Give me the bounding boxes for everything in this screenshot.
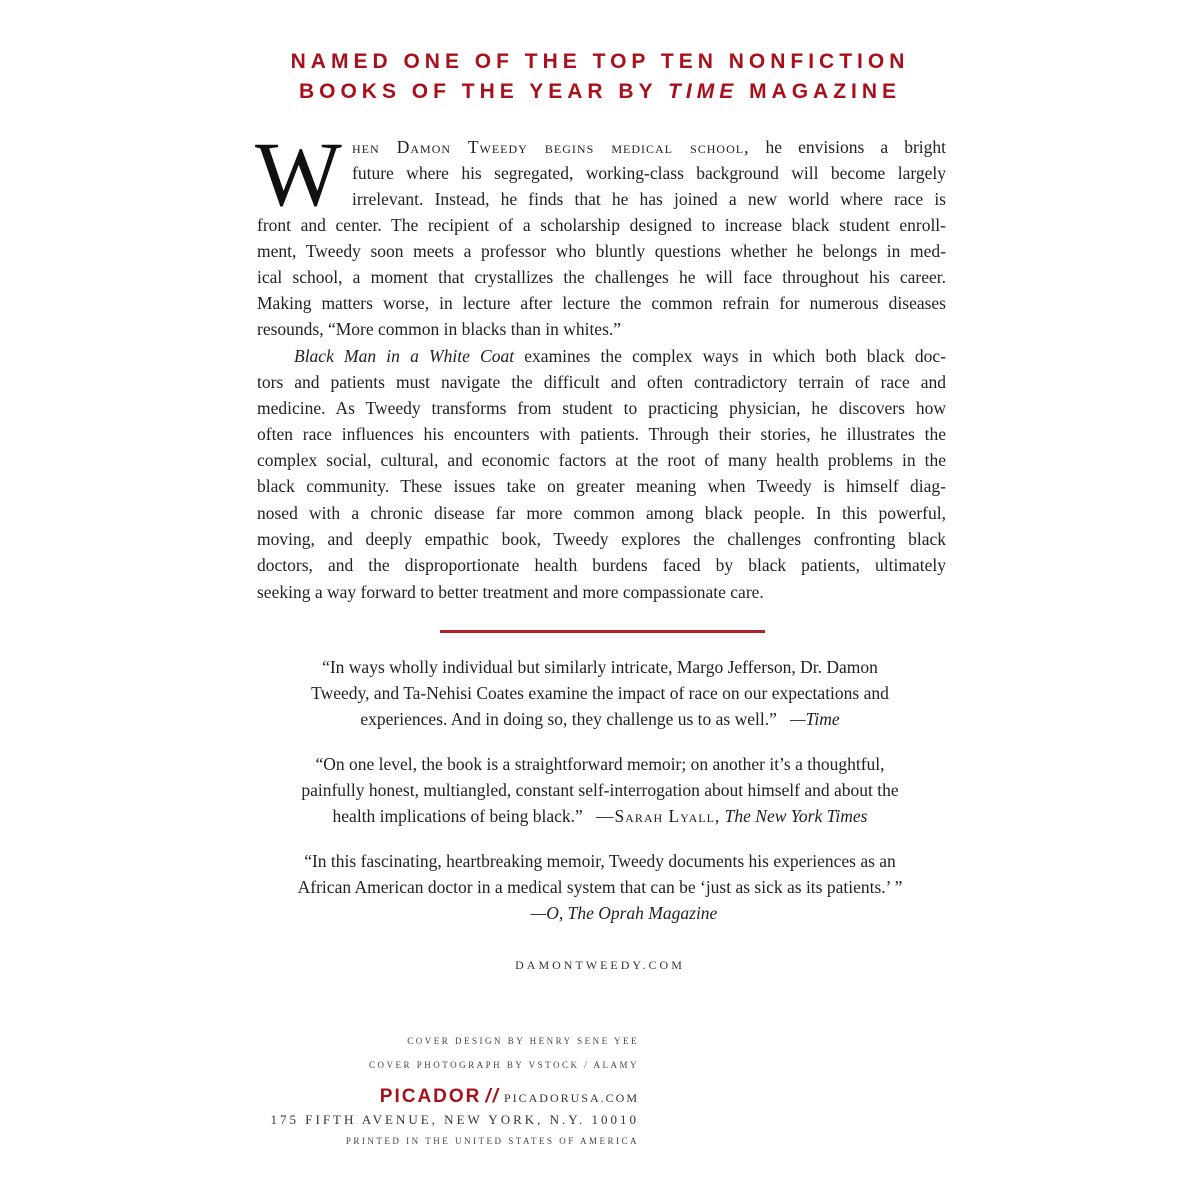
description-text: examines the complex ways in which both black doc- — [514, 346, 946, 366]
quote-source-text: —O, The Oprah Magazine — [530, 903, 718, 923]
quote-source: The New York Times — [724, 806, 868, 826]
description-line — [294, 343, 946, 369]
quote-line: “In ways wholly individual but similarly intricate, Margo Jefferson, Dr. Damon — [322, 657, 878, 677]
description-line: tors and patients must navigate the difficult and often contradictory terrain of race and — [257, 372, 946, 392]
quote-line: painfully honest, multiangled, constant self-interrogation about himself and about the — [301, 780, 899, 800]
publisher-address: 175 FIFTH AVENUE, NEW YORK, N.Y. 10010 — [270, 1112, 639, 1127]
headline-magazine: MAGAZINE — [749, 80, 902, 103]
description-line: ment, Tweedy soon meets a professor who bluntly questions whether he belongs in med- — [257, 241, 946, 261]
description-line: moving, and deeply empathic book, Tweedy explores the challenges confronting black — [257, 529, 946, 549]
description-line — [352, 134, 946, 160]
description-line: doctors, and the disproportionate health burdens faced by black patients, ultimately — [257, 555, 946, 575]
book-title: Black Man in a White Coat — [294, 346, 515, 366]
quote-line: “In this fascinating, heartbreaking memoir, Tweedy documents his experiences as an — [304, 851, 896, 871]
quote-author: —Sarah Lyall, — [595, 806, 721, 826]
publisher-logo: PICADOR — [379, 1086, 482, 1107]
headline-line-1: NAMED ONE OF THE TOP TEN NONFICTION — [290, 50, 910, 73]
description-line: irrelevant. Instead, he finds that he has joined a new world where race is — [352, 189, 946, 209]
lead-in-smallcaps: hen Damon Tweedy begins medical school, — [352, 137, 750, 157]
publisher-separator: // — [485, 1086, 500, 1107]
divider-rule — [440, 630, 765, 633]
quote-line — [0, 803, 1200, 829]
quote-text: health implications of being black.” — [332, 806, 583, 826]
author-website[interactable]: DAMONTWEEDY.COM — [515, 958, 685, 972]
publisher-line — [380, 1086, 639, 1108]
headline-text: BOOKS OF THE YEAR BY — [298, 80, 658, 103]
description-line: nosed with a chronic disease far more common among black people. In this powerful, — [257, 503, 946, 523]
description-line: complex social, cultural, and economic factors at the root of many health problems in the — [257, 450, 946, 470]
quote-source: —Time — [790, 709, 840, 729]
drop-cap: W — [255, 123, 342, 225]
description-line: resounds, “More common in blacks than in whites.” — [257, 319, 622, 339]
lead-in-rest: he envisions a bright — [749, 137, 947, 157]
description-line: ical school, a moment that crystallizes the challenges he will face throughout his career. — [257, 267, 946, 287]
cover-photo-credit: COVER PHOTOGRAPH BY VSTOCK / ALAMY — [369, 1060, 639, 1070]
headline-time: TIME — [668, 80, 739, 103]
description-line: Making matters worse, in lecture after lecture the common refrain for numerous diseases — [257, 293, 946, 313]
quote-text: experiences. And in doing so, they challenge us to as well.” — [360, 709, 777, 729]
quote-source — [24, 900, 1200, 926]
quote-line: Tweedy, and Ta-Nehisi Coates examine the impact of race on our expectations and — [311, 683, 889, 703]
cover-design-credit: COVER DESIGN BY HENRY SENE YEE — [407, 1036, 639, 1046]
description-line: medicine. As Tweedy transforms from student to practicing physician, he discovers how — [257, 398, 946, 418]
description-line: black community. These issues take on greater meaning when Tweedy is himself diag- — [257, 476, 946, 496]
description-line: seeking a way forward to better treatment and more compassionate care. — [257, 582, 764, 602]
description-line: future where his segregated, working-class background will become largely — [352, 163, 946, 183]
quote-line — [0, 706, 1200, 732]
quote-line: African American doctor in a medical system that can be ‘just as sick as its patients.’ ” — [297, 877, 903, 897]
description-line: front and center. The recipient of a scholarship designed to increase black student enroll- — [257, 215, 946, 235]
headline-line-2 — [0, 80, 1200, 104]
printed-in: PRINTED IN THE UNITED STATES OF AMERICA — [345, 1136, 639, 1146]
publisher-website[interactable]: PICADORUSA.COM — [503, 1091, 639, 1105]
quote-line: “On one level, the book is a straightforward memoir; on another it’s a thoughtful, — [315, 754, 885, 774]
description-line: often race influences his encounters with patients. Through their stories, he illustrates the — [257, 424, 946, 444]
